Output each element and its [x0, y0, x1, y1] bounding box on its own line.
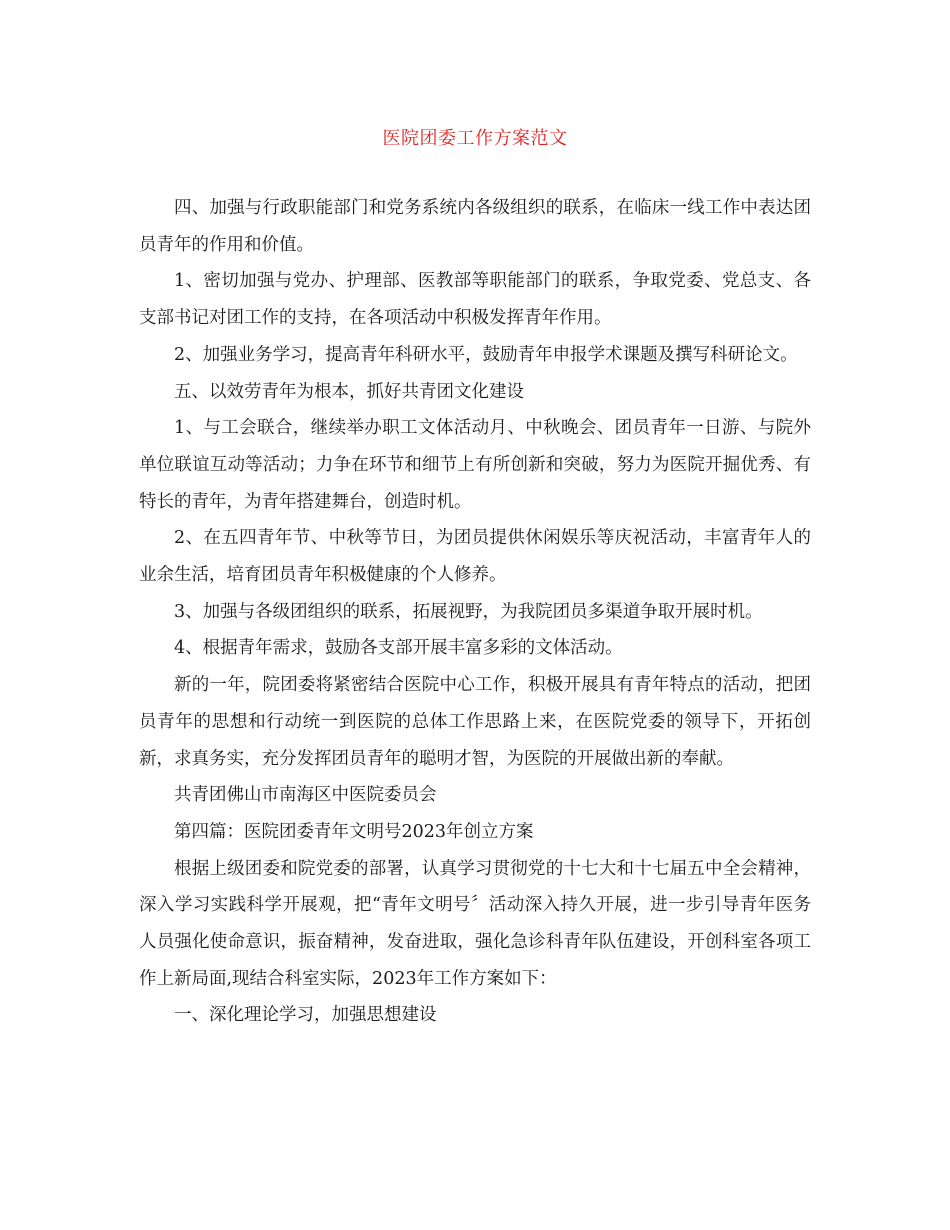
section-heading: 一、深化理论学习，加强思想建设 — [174, 1005, 437, 1026]
paragraph: 1、与工会联合，继续举办职工文体活动月、中秋晚会、团员青年一日游、与院外单位联谊互动等活动；力争在环节和细节上有所创新和突破，努力为医院开掘优秀、有特长的青年，为青年搭建舞台，创造时机。 — [139, 418, 811, 512]
document-title: 医院团委工作方案范文 — [382, 128, 568, 149]
document-body — [139, 190, 811, 1034]
paragraph: 新的一年，院团委将紧密结合医院中心工作，积极开展具有青年特点的活动，把团员青年的思想和行动统一到医院的总体工作思路上来，在医院党委的领导下，开拓创新，求真务实，充分发挥团员青年的聪明才智，为医院的开展做出新的奉献。 — [139, 675, 811, 769]
section-heading: 第四篇：医院团委青年文明号2023年创立方案 — [174, 821, 534, 842]
paragraph: 四、加强与行政职能部门和党务系统内各级组织的联系，在临床一线工作中表达团员青年的作用和价值。 — [139, 198, 811, 255]
paragraph: 4、根据青年需求，鼓励各支部开展丰富多彩的文体活动。 — [174, 638, 623, 659]
paragraph: 1、密切加强与党办、护理部、医教部等职能部门的联系，争取党委、党总支、各支部书记对团工作的支持，在各项活动中积极发挥青年作用。 — [139, 271, 811, 329]
paragraph: 2、加强业务学习，提高青年科研水平，鼓励青年申报学术课题及撰写科研论文。 — [174, 344, 798, 365]
signature-line: 共青团佛山市南海区中医院委员会 — [174, 785, 437, 806]
paragraph: 3、加强与各级团组织的联系，拓展视野，为我院团员多渠道争取开展时机。 — [174, 601, 763, 622]
paragraph: 根据上级团委和院党委的部署，认真学习贯彻党的十七大和十七届五中全会精神，深入学习实践科学开展观，把“青年文明号〞活动深入持久开展，进一步引导青年医务人员强化使命意识，振奋精神，发奋进取，强化急诊科青年队伍建设，开创科室各项工作上新局面,现结合科室实际，2023年工作方案如下： — [139, 858, 811, 989]
paragraph: 2、在五四青年节、中秋等节日，为团员提供休闲娱乐等庆祝活动，丰富青年人的业余生活，培育团员青年积极健康的个人修养。 — [139, 528, 811, 586]
paragraph: 五、以效劳青年为根本，抓好共青团文化建设 — [174, 381, 524, 402]
